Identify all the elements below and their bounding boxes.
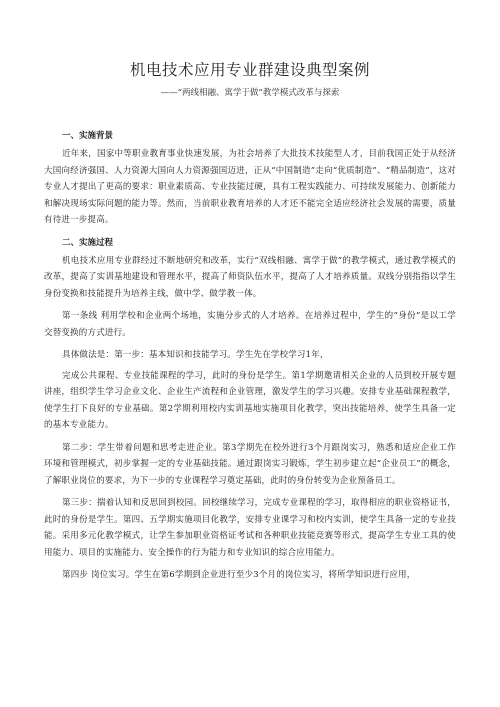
- paragraph: 完成公共课程、专业技能课程的学习，此时的身份是学生。第1学期邀请相关企业的人员到校开展专题讲座，组织学生学习企业文化、企业生产流程和企业管理，激发学生的学习兴趣。安排专业基础课程教学，使学生打下良好的专业基础。第2学期利用校内实训基地实施项目化教学，突出技能培养，使学生具备一定的基本专业能力。: [44, 370, 456, 430]
- paragraph: 第一条线 利用学校和企业两个场地，实施分步式的人才培养。在培养过程中，学生的“身份”是以工学交替变换的方式进行。: [44, 311, 456, 338]
- paragraph: 第四步 岗位实习。学生在第6学期到企业进行至少3个月的岗位实习，将所学知识进行应用，: [62, 570, 416, 580]
- paragraph: 第三步：揣着认知和反思回到校园。回校继续学习，完成专业课程的学习，取得相应的职业资格证书，此时的身份是学生。第四、五学期实施项目化教学，安排专业课学习和校内实训，使学生具备一定的专业技能。采用多元化教学模式，让学生参加职业资格证考试和各种职业技能竞赛等形式，提高学生专业工具的使用能力、项目的实施能力、安全操作的行为能力和专业知识的综合应用能力。: [44, 498, 456, 558]
- paragraph: 第二步：学生带着问题和思考走进企业。第3学期先在校外进行3个月跟岗实习，熟悉和适应企业工作环境和管理模式，初步掌握一定的专业基础技能。通过跟岗实习锻炼，学生初步建立起“企业员工”的概念，了解职业岗位的要求，为下一步的专业课程学习奠定基础，此时的身份转变为企业预备员工。: [44, 442, 456, 486]
- document-title: 机电技术应用专业群建设典型案例: [129, 61, 370, 79]
- paragraph: 近年来，国家中等职业教育事业快速发展，为社会培养了大批技术技能型人才，目前我国正处于从经济大国向经济强国、人力资源大国向人力资源强国迈进，正从“中国制造”走向“优质制造”、“精品制造”，这对专业人才提出了更高的要求：职业素质高、专业技能过硬，具有工程实践能力、可持续发展能力、创新能力和解决现场实际问题的能力等。然而，当前职业教育培养的人才还不能完全适应经济社会发展的需要，质量有待进一步提高。: [44, 149, 456, 225]
- section-heading: 一、实施背景: [62, 131, 114, 141]
- section-process: [44, 235, 456, 584]
- document-subtitle: ——“两线相融、寓学于做”教学模式改革与探索: [160, 88, 340, 98]
- section-heading: 二、实施过程: [62, 237, 114, 248]
- section-background: [44, 128, 456, 229]
- paragraph: 具体做法是：第一步：基本知识和技能学习。学生先在学校学习1年，: [62, 350, 329, 360]
- paragraph: 机电技术应用专业群经过不断地研究和改革，实行“双线相融、寓学于做”的教学模式，通过教学模式的改革，提高了实训基地建设和管理水平，提高了师资队伍水平，提高了人才培养质量。双线分别指指以学生身份变换和技能提升为培养主线，做中学、做学教一体。: [44, 255, 456, 299]
